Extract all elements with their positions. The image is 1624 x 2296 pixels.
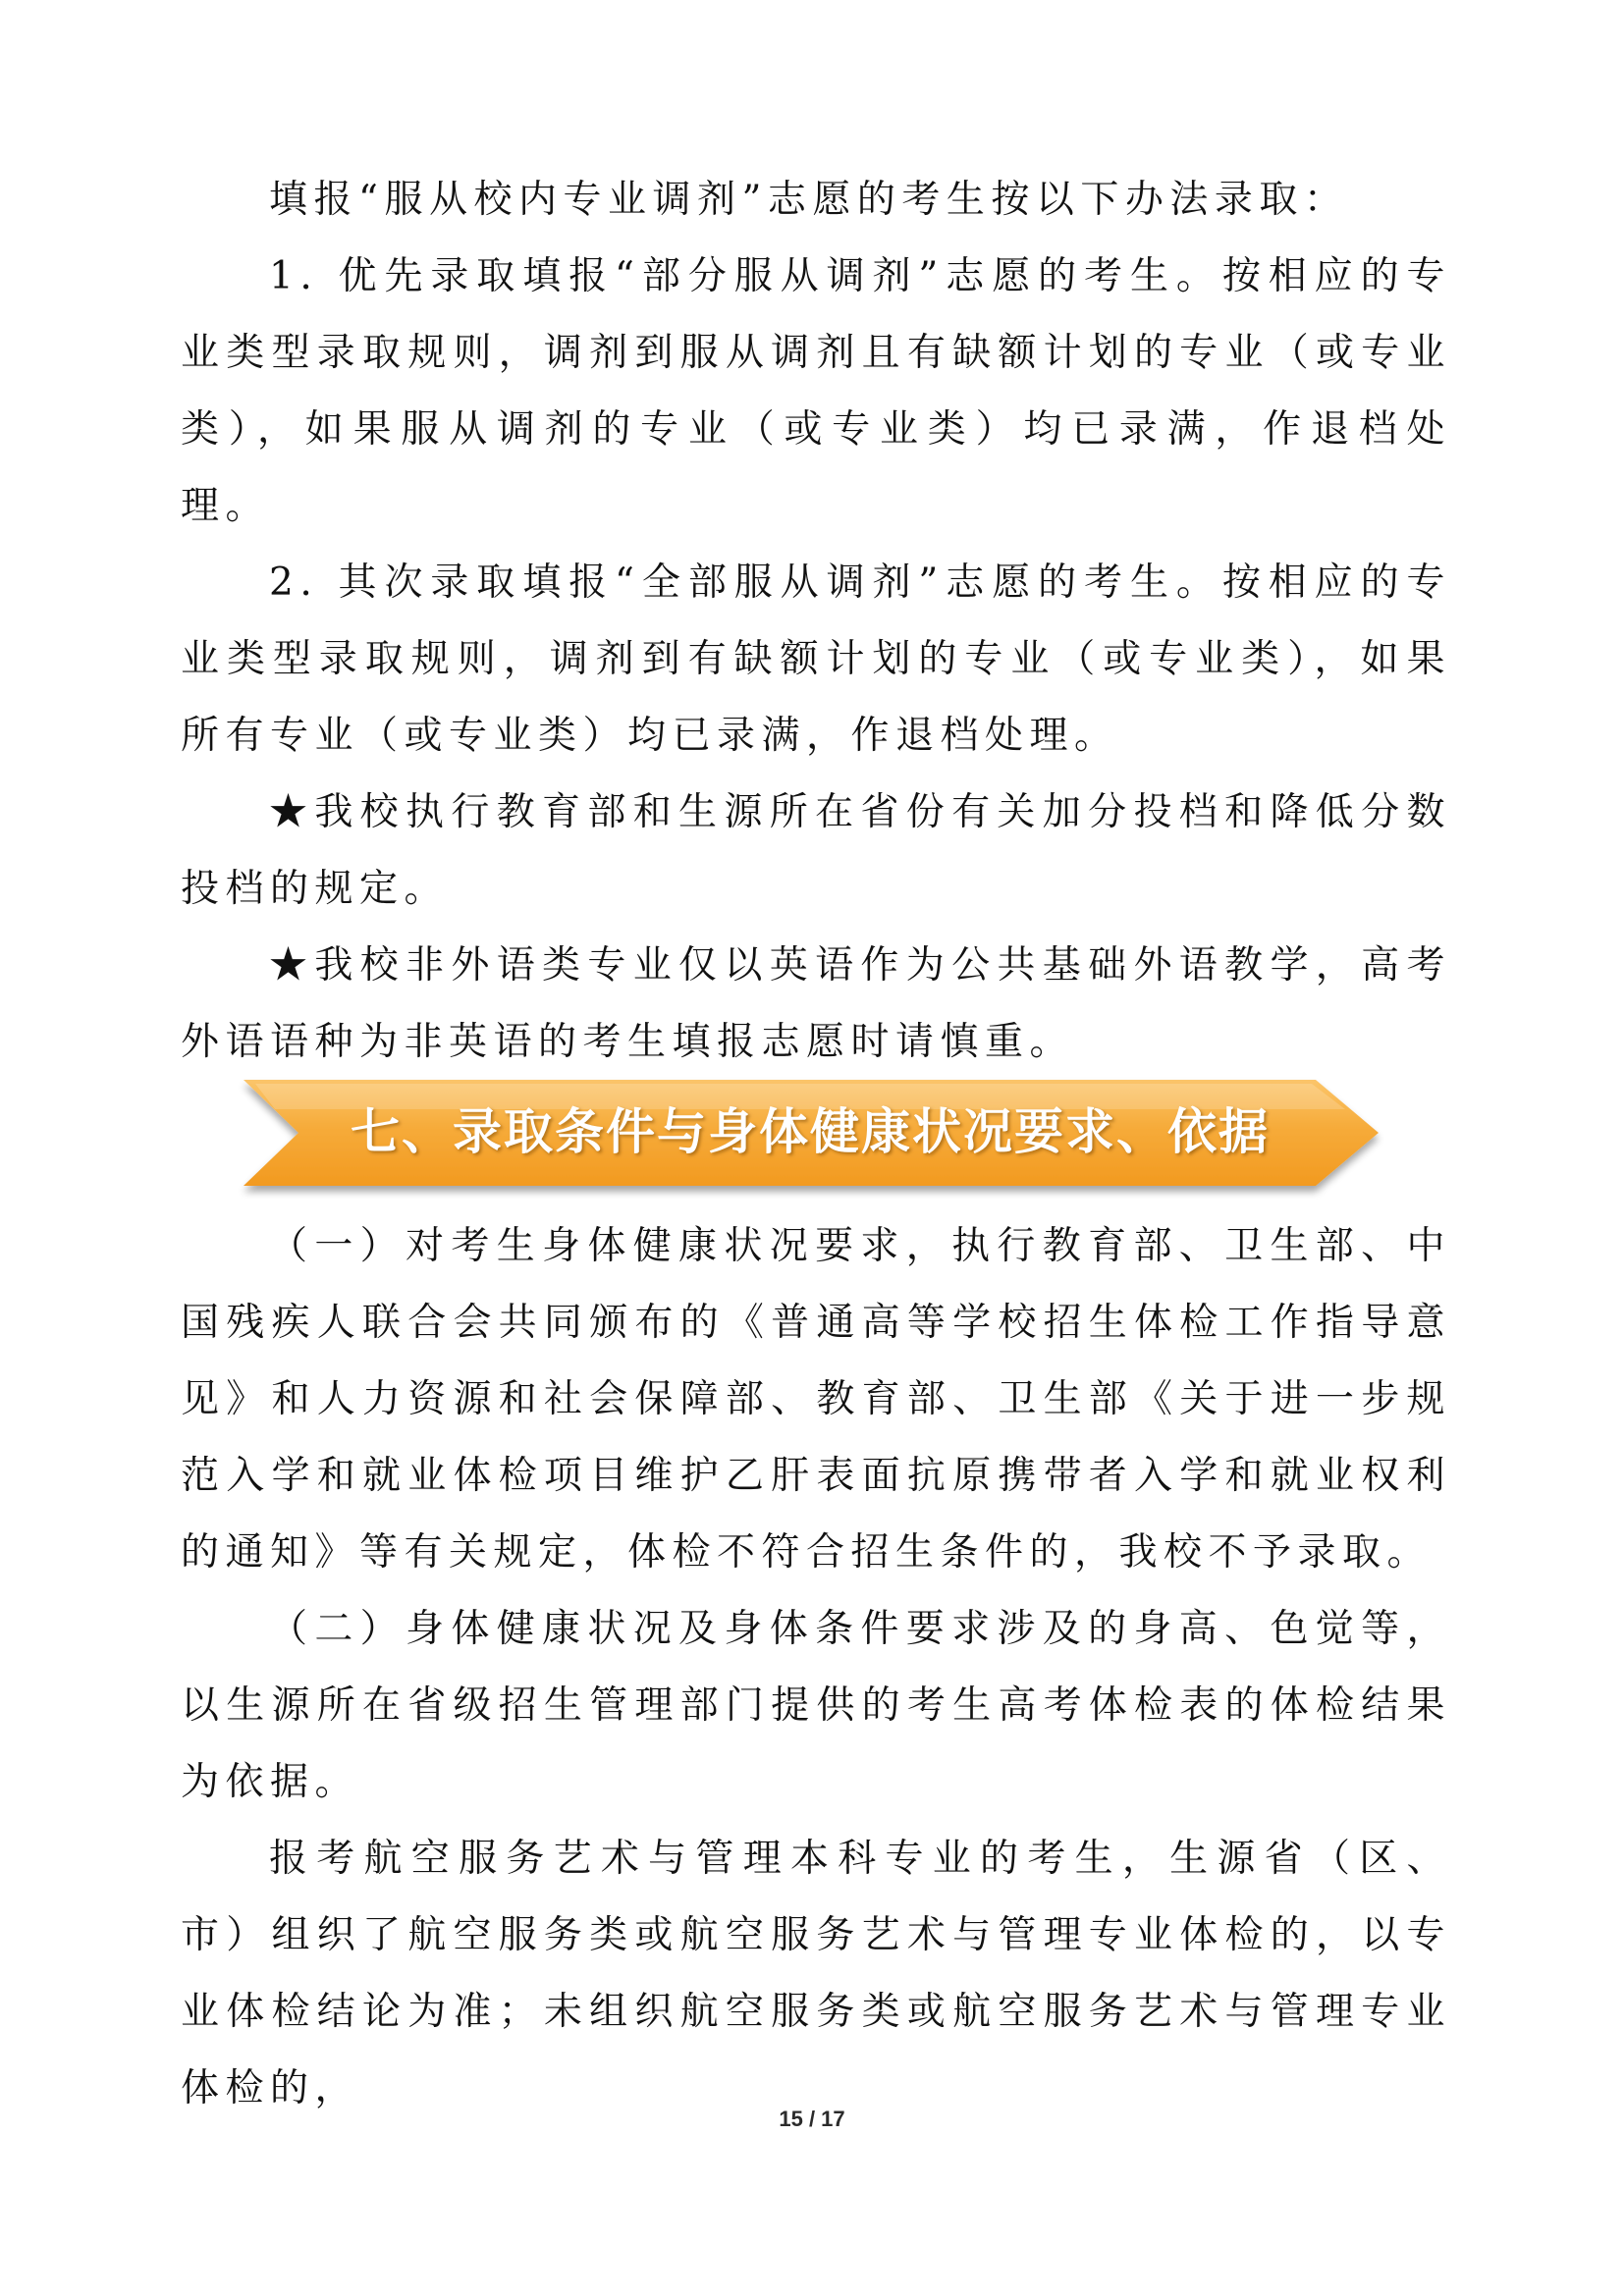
section-title: 七、录取条件与身体健康状况要求、依据 xyxy=(351,1103,1270,1160)
paragraph-health-requirement-1: （一）对考生身体健康状况要求，执行教育部、卫生部、中国残疾人联合会共同颁布的《普通高等学校招生体检工作指导意见》和人力资源和社会保障部、教育部、卫生部《关于进一步规范入学和就业体检项目维护乙肝表面抗原携带者入学和就业权利的通知》等有关规定，体检不符合招生条件的，我校不予录取。 xyxy=(181,1224,1451,1575)
health-requirements-section xyxy=(181,1208,1451,2127)
page-number: 15 / 17 xyxy=(779,2107,845,2131)
paragraph-aviation-service: 报考航空服务艺术与管理本科专业的考生，生源省（区、 市）组织了航空服务类或航空服务艺术与管理专业体检的，以专业体检结论为准；未组织航空服务类或航空服务艺术与管理专业体检的， xyxy=(181,1837,1451,2110)
paragraph-adjustment-intro: 填报“服从校内专业调剂”志愿的考生按以下办法录取： xyxy=(269,178,1349,222)
paragraph-rule-2: 2. 其次录取填报“全部服从调剂”志愿的考生。按相应的专业类型录取规则，调剂到有缺额计划的专业（或专业类），如果所有专业（或专业类）均已录满，作退档处理。 xyxy=(181,561,1451,758)
paragraph-rule-1: 1. 优先录取填报“部分服从调剂”志愿的考生。按相应的专业类型录取规则，调剂到服从调剂且有缺额计划的专业（或专业类），如果服从调剂的专业（或专业类）均已录满，作退档处理。 xyxy=(181,254,1451,528)
paragraph-star-foreign-language: ★我校非外语类专业仅以英语作为公共基础外语教学，高考外语语种为非英语的考生填报志愿时请慎重。 xyxy=(181,943,1451,1064)
section-heading-banner xyxy=(236,1076,1384,1200)
paragraph-health-requirement-2: （二）身体健康状况及身体条件要求涉及的身高、色觉等，以生源所在省级招生管理部门提供的考生高考体检表的体检结果为依据。 xyxy=(181,1607,1451,1804)
paragraph-star-bonus-points: ★我校执行教育部和生源所在省份有关加分投档和降低分数投档的规定。 xyxy=(181,790,1451,911)
admission-rules-section xyxy=(181,162,1451,1081)
